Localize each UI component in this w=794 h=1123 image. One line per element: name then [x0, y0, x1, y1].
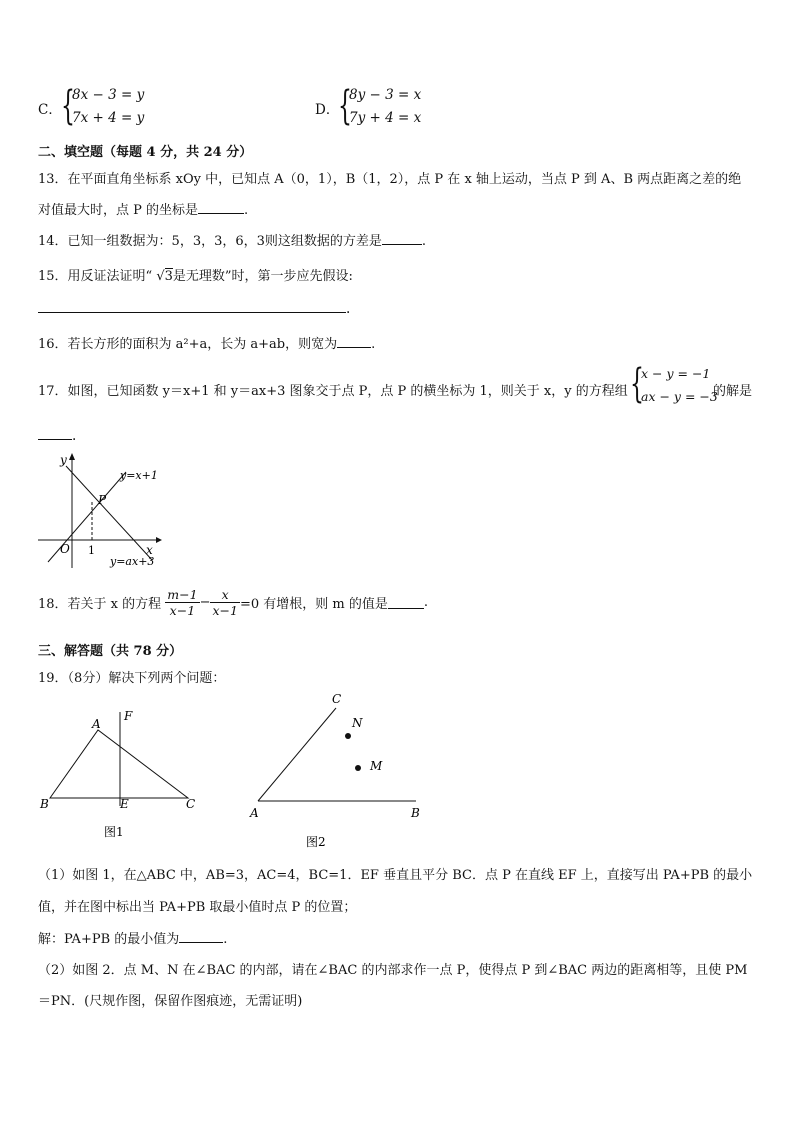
q13-line2: [38, 199, 248, 218]
ray-ac: [258, 708, 336, 801]
choice-d: [315, 83, 515, 130]
q13-end: .: [244, 203, 249, 218]
q18-frac1-den: x−1: [169, 603, 196, 618]
q17-text: 17．如图，已知函数 y＝x+1 和 y＝ax+3 图象交于点 P，点 P 的横坐标为 1，则关于 x，y 的方程组: [38, 384, 628, 399]
q14-end: .: [421, 234, 427, 249]
q15-end: .: [346, 301, 351, 317]
q17-end: .: [72, 428, 77, 444]
fig1-caption: 图1: [104, 825, 124, 839]
q14-answer-blank[interactable]: [382, 232, 422, 245]
q17-answer-blank[interactable]: [38, 427, 72, 440]
q15-radicand: 3: [164, 269, 173, 284]
q19-answer: [38, 928, 227, 947]
q17-figure: [36, 450, 176, 574]
line1-label: y=x+1: [120, 469, 158, 482]
q16-end: .: [371, 337, 376, 352]
section3-title: 三、解答题（共 78 分）: [38, 644, 183, 659]
fig2-label-m: M: [370, 759, 383, 773]
q16: [38, 333, 375, 352]
q19-part1-line2: 值，并在图中标出当 PA+PB 取最小值时点 P 的位置；: [38, 900, 357, 915]
choice-c-eq1: 8x − 3 = y: [72, 87, 145, 103]
q17-brace: {: [630, 361, 644, 407]
q18: [38, 587, 428, 627]
q17-answer-row: [38, 427, 76, 444]
fig2-caption: 图2: [306, 835, 326, 849]
q17-eq2: ax − y = −3: [641, 389, 718, 404]
q18-text-after: =0 有增根，则 m 的值是: [239, 597, 388, 612]
q19-part2-line2: ＝PN．(尺规作图，保留作图痕迹，无需证明): [38, 994, 303, 1009]
q19-answer-text: 解：PA+PB 的最小值为: [38, 932, 180, 947]
q13-answer-blank[interactable]: [198, 201, 244, 214]
q15-answer-blank[interactable]: [38, 300, 346, 313]
q18-fraction-1: [165, 587, 199, 618]
point-m: [355, 765, 361, 771]
q13-line1: 13．在平面直角坐标系 xOy 中，已知点 A（0，1），B（1，2），点 P 在 x 轴上运动，当点 P 到 A、B 两点距离之差的绝: [38, 172, 742, 187]
q19-part2-line1: （2）如图 2．点 M、N 在∠BAC 的内部，请在∠BAC 的内部求作一点 P，使得点 P 到∠BAC 两边的距离相等，且使 PM: [38, 963, 748, 978]
q15: [38, 265, 353, 284]
y-axis-label: y: [60, 453, 67, 467]
q19-answer-end: .: [223, 932, 228, 947]
q17-eq1: x − y = −1: [641, 366, 711, 381]
line2-label: y=ax+3: [110, 555, 155, 568]
sqrt-sign: √: [156, 269, 165, 284]
q16-answer-blank[interactable]: [337, 335, 371, 348]
q16-text: 16．若长方形的面积为 a²+a，长为 a+ab，则宽为: [38, 337, 338, 352]
fig2-label-c: C: [332, 692, 342, 706]
q18-text-before: 18．若关于 x 的方程: [38, 597, 162, 612]
q14: [38, 230, 426, 249]
fig1-label-c: C: [186, 797, 196, 811]
q18-frac1-num: m−1: [167, 587, 198, 602]
point-p-label: P: [98, 493, 107, 507]
q14-text: 14．已知一组数据为：5，3，3，6，3则这组数据的方差是: [38, 234, 382, 249]
fig1-label-b: B: [40, 797, 49, 811]
point-n: [345, 733, 351, 739]
y-axis-arrow: [69, 453, 75, 460]
fig1-label-a: A: [92, 717, 101, 731]
choice-c: [38, 83, 238, 130]
choice-c-brace: {: [61, 83, 75, 129]
fig2-label-n: N: [352, 716, 363, 730]
q18-end: .: [423, 595, 428, 610]
fig1-label-f: F: [124, 709, 133, 723]
triangle-abc: [50, 730, 188, 798]
q19-figure-2: [244, 688, 434, 854]
choice-d-label: D．: [315, 102, 340, 118]
q17-tail: 的解是: [713, 384, 753, 399]
choice-d-eq1: 8y − 3 = x: [349, 87, 422, 103]
q15-answer-row: [38, 300, 350, 317]
origin-label: O: [60, 542, 70, 556]
q18-frac2-den: x−1: [212, 603, 238, 618]
q15-text-before: 15．用反证法证明“: [38, 269, 157, 284]
choice-c-eq2: 7x + 4 = y: [72, 110, 145, 126]
tick-1-label: 1: [88, 544, 95, 557]
q18-minus: −: [199, 595, 211, 610]
q18-frac2-num: x: [210, 587, 239, 603]
choice-d-brace: {: [338, 83, 352, 129]
x-axis-label: x: [146, 543, 153, 557]
q19-figure-1: [36, 708, 206, 844]
q13-line2-text: 对值最大时，点 P 的坐标是: [38, 203, 199, 218]
fig1-label-e: E: [120, 797, 129, 811]
choice-d-eq2: 7y + 4 = x: [349, 110, 422, 126]
q18-fraction-2: [210, 587, 239, 618]
q15-text-after: 是无理数”时，第一步应先假设:: [172, 269, 353, 284]
section2-title: 二、填空题（每题 4 分，共 24 分）: [38, 145, 253, 160]
q19-intro: 19．（8分）解决下列两个问题：: [38, 671, 226, 686]
choice-c-label: C．: [38, 102, 62, 118]
q19-answer-blank[interactable]: [179, 930, 223, 943]
q18-answer-blank[interactable]: [388, 596, 424, 609]
fig2-label-a: A: [250, 806, 259, 820]
x-axis-arrow: [156, 537, 162, 543]
q19-part1-line1: （1）如图 1，在△ABC 中，AB=3，AC=4，BC=1．EF 垂直且平分 BC．点 P 在直线 EF 上，直接写出 PA+PB 的最小: [38, 868, 753, 883]
fig2-label-b: B: [411, 806, 420, 820]
